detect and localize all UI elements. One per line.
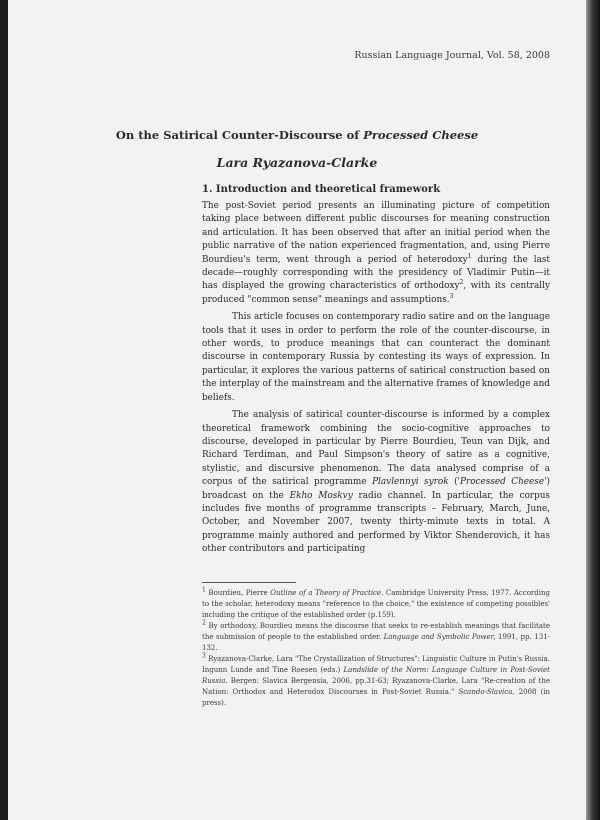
p1-text-c: , with its centrally produced "common sense" meanings and assumptions. bbox=[202, 281, 550, 305]
body-text bbox=[202, 200, 550, 557]
footnote-1-text-a: Bourdieu, Pierre bbox=[205, 589, 271, 597]
paragraph-1 bbox=[202, 200, 550, 307]
footnote-3-italic: Landslide of the Norm: Language Culture in Post-Soviet Russia. bbox=[202, 666, 550, 685]
footnote-ref-2: 2 bbox=[459, 279, 464, 287]
footnote-1-italic: Outline of a Theory of Practice. bbox=[270, 589, 384, 597]
author-name: Lara Ryazanova-Clarke bbox=[216, 155, 378, 170]
footnote-3-number: 3 bbox=[202, 652, 206, 660]
p3-italic-a: Plavlennyi syrok bbox=[372, 477, 449, 488]
footnote-ref-3: 3 bbox=[449, 292, 454, 300]
paper-page bbox=[8, 0, 586, 820]
footnote-1-text-b: Cambridge University Press, 1977. According to the scholar, heterodoxy means "reference to the choice," the existence of competing possibles' including the critique of the established order (p.159). bbox=[202, 589, 550, 619]
footnote-2-text-a: By orthodoxy, Bourdieu means the discourse that seeks to re-establish meanings that facilitate the submission of people to the established order. bbox=[202, 622, 550, 641]
p1-text-b: during the last decade—roughly corresponding with the presidency of Vladimir Putin—it has displayed the growing characteristics of orthodoxy bbox=[202, 254, 551, 292]
p1-text-a: The post-Soviet period presents an illuminating picture of competition taking place between different public discourses for meaning construction and articulation. It has been observed that after an initial period when the public narrative of the nation experienced fragmentation, and, using Pierre Bourdieu's term, went through a period of heterodoxy bbox=[202, 201, 550, 265]
scan-right-edge bbox=[586, 0, 600, 820]
footnote-3-italic-2: Scando-Slavica, bbox=[458, 688, 515, 696]
scan-left-edge bbox=[0, 0, 8, 820]
paper-title bbox=[8, 128, 586, 142]
footnote-2 bbox=[202, 621, 550, 654]
footnote-1 bbox=[202, 588, 550, 621]
footnote-1-number: 1 bbox=[202, 586, 206, 594]
footnote-2-italic: Language and Symbolic Power, bbox=[383, 633, 496, 641]
p3-text-d: radio channel. In particular, the corpus includes five months of programme transcripts – February, March, June, October, and November 2007, twenty thirty-minute texts in total. A programme mainly authored and performed by Viktor Shenderovich, it has other contributors and participating bbox=[202, 490, 550, 555]
section-heading: 1. Introduction and theoretical framework bbox=[202, 184, 441, 195]
p3-text-a: The analysis of satirical counter-discourse is informed by a complex theoretical framework combining the socio-cognitive approaches to discourse, developed in particular by Pierre Bourdieu, Teun van Dijk, and Richard Terdiman, and Paul Simpson's theory of satire as a cognitive, stylistic, and discursive phenomenon. The data analysed comprise of a corpus of the satirical programme bbox=[202, 410, 550, 488]
footnote-rule bbox=[202, 582, 296, 583]
title-italic: Processed Cheese bbox=[363, 128, 479, 142]
paragraph-2: This article focuses on contemporary radio satire and on the language tools that it uses in order to perform the role of the counter-discourse, in other words, to produce meanings that can counteract the dominant discourse in contemporary Russia by contesting its ways of expression. In particular, it explores the various patterns of satirical construction based on the interplay of the mainstream and the alternative frames of knowledge and beliefs. bbox=[202, 312, 550, 403]
footnote-3-text-b: Bergen: Slavica Bergensia, 2006, pp.31-63; Ryazanova-Clarke, Lara "Re-creation of the Nation: Orthodox and Heterodox Discourses in Post-Soviet Russia." bbox=[202, 677, 550, 696]
footnote-ref-1: 1 bbox=[467, 252, 472, 260]
p3-italic-b: Processed Cheese bbox=[459, 477, 545, 488]
p3-text-c: ') broadcast on the bbox=[202, 477, 551, 501]
title-main: On the Satirical Counter-Discourse of bbox=[115, 128, 364, 142]
footnotes bbox=[202, 588, 550, 709]
footnote-3-text-c: 2008 (in press). bbox=[202, 688, 550, 707]
footnote-3 bbox=[202, 654, 550, 709]
running-head: Russian Language Journal, Vol. 58, 2008 bbox=[354, 50, 550, 61]
footnote-2-text-b: 1991, pp. 131-132. bbox=[202, 633, 550, 652]
footnote-2-number: 2 bbox=[202, 619, 206, 627]
p3-text-b: (' bbox=[448, 477, 460, 488]
paragraph-3 bbox=[202, 409, 550, 556]
footnote-3-text-a: Ryazanova-Clarke, Lara "The Crystallization of Structures": Linguistic Culture in Putin's Russia. Ingunn Lunde and Tine Roesen (eds.) bbox=[202, 655, 550, 674]
p3-italic-c: Ekho Moskvy bbox=[289, 490, 353, 501]
